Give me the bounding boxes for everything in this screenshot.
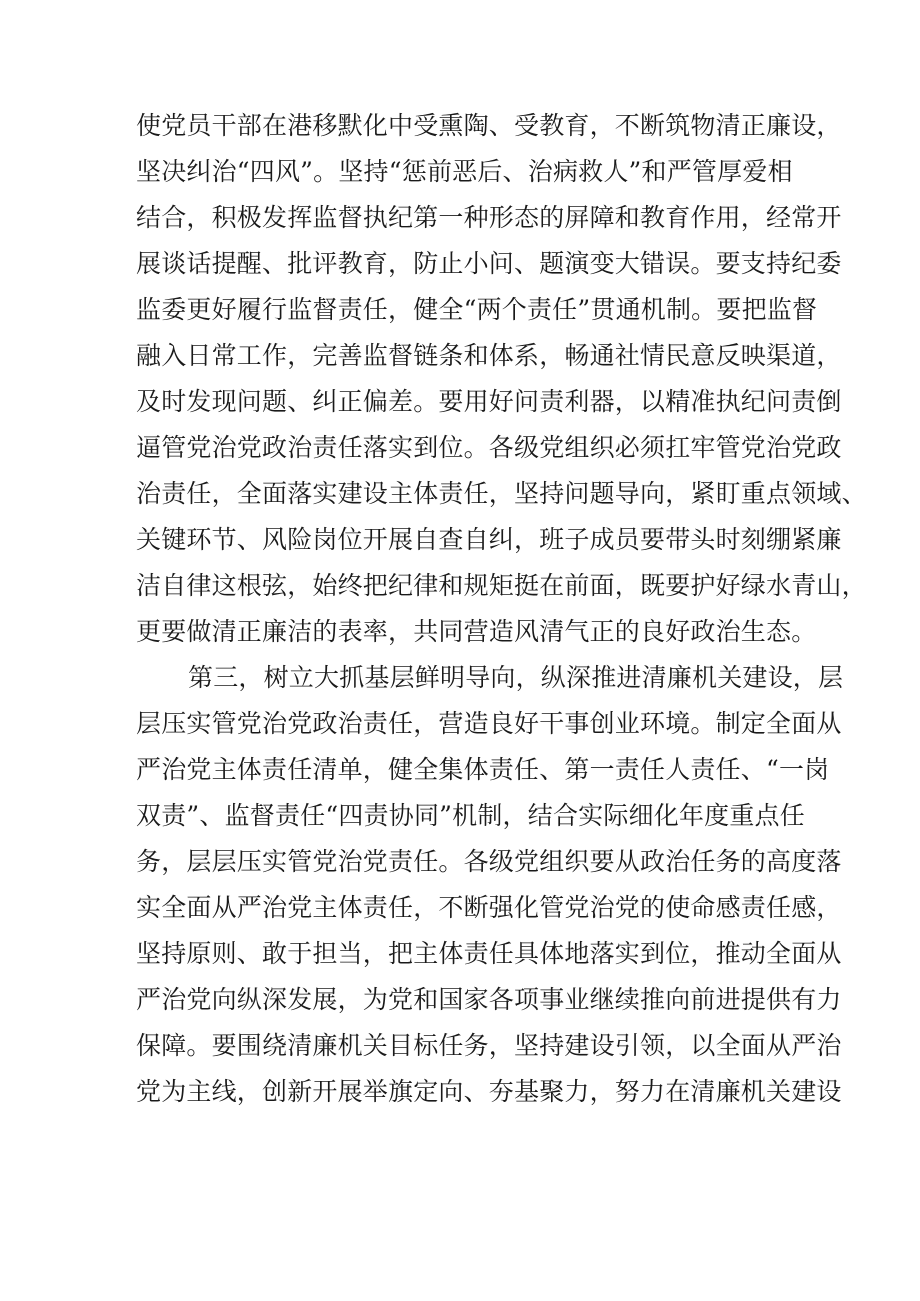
text-line-22: 党为主线，创新开展举旗定向、夯基聚力，努力在清廉机关建设 [136, 1077, 842, 1106]
text-line-17: 务，层层压实管党治党责任。各级党组织要从政治任务的高度落 [136, 847, 842, 876]
body-text [136, 103, 867, 1115]
text-line-15: 严治党主体责任清单，健全集体责任、第一责任人责任、“一岗 [136, 755, 830, 784]
text-line-8: 逼管党治党政治责任落实到位。各级党组织必须扛牢管党治党政 [136, 433, 842, 462]
text-line-20: 严治党向纵深发展，为党和国家各项事业继续推向前进提供有力 [136, 985, 842, 1014]
paragraph-start-line: 第三，树立大抓基层鲜明导向，纵深推进清廉机关建设，层 [188, 663, 844, 692]
text-line-1: 使党员干部在港移默化中受熏陶、受教育，不断筑物清正廉设， [136, 111, 842, 140]
text-line-11: 洁自律这根弦，始终把纪律和规矩挺在前面，既要护好绿水青山， [136, 571, 867, 600]
text-line-6: 融入日常工作，完善监督链条和体系，畅通社情民意反映渠道， [136, 341, 842, 370]
text-line-5: 监委更好履行监督责任，健全“两个责任”贯通机制。要把监督 [136, 295, 818, 324]
text-line-2: 坚决纠治“四风”。坚持“惩前恶后、治病救人”和严管厚爱相 [136, 157, 793, 186]
text-line-10: 关键环节、风险岗位开展自查自纠，班子成员要带头时刻绷紧廉 [136, 525, 842, 554]
text-line-7: 及时发现问题、纠正偏差。要用好问责利器，以精准执纪问责倒 [136, 387, 842, 416]
text-line-9: 治责任，全面落实建设主体责任，坚持问题导向，紧盯重点领域、 [136, 479, 867, 508]
text-line-16: 双责”、监督责任“四责协同”机制，结合实际细化年度重点任 [136, 801, 805, 830]
text-line-4: 展谈话提醒、批评教育，防止小问、题演变大错误。要支持纪委 [136, 249, 842, 278]
text-line-21: 保障。要围绕清廉机关目标任务，坚持建设引领，以全面从严治 [136, 1031, 842, 1060]
text-line-14: 层压实管党治党政治责任，营造良好干事创业环境。制定全面从 [136, 709, 842, 738]
text-line-18: 实全面从严治党主体责任，不断强化管党治党的使命感责任感， [136, 893, 842, 922]
text-line-3: 结合，积极发挥监督执纪第一种形态的屏障和教育作用，经常开 [136, 203, 842, 232]
text-line-12: 更要做清正廉洁的表率，共同营造风清气正的良好政治生态。 [136, 617, 817, 646]
text-line-19: 坚持原则、敢于担当，把主体责任具体地落实到位，推动全面从 [136, 939, 842, 968]
